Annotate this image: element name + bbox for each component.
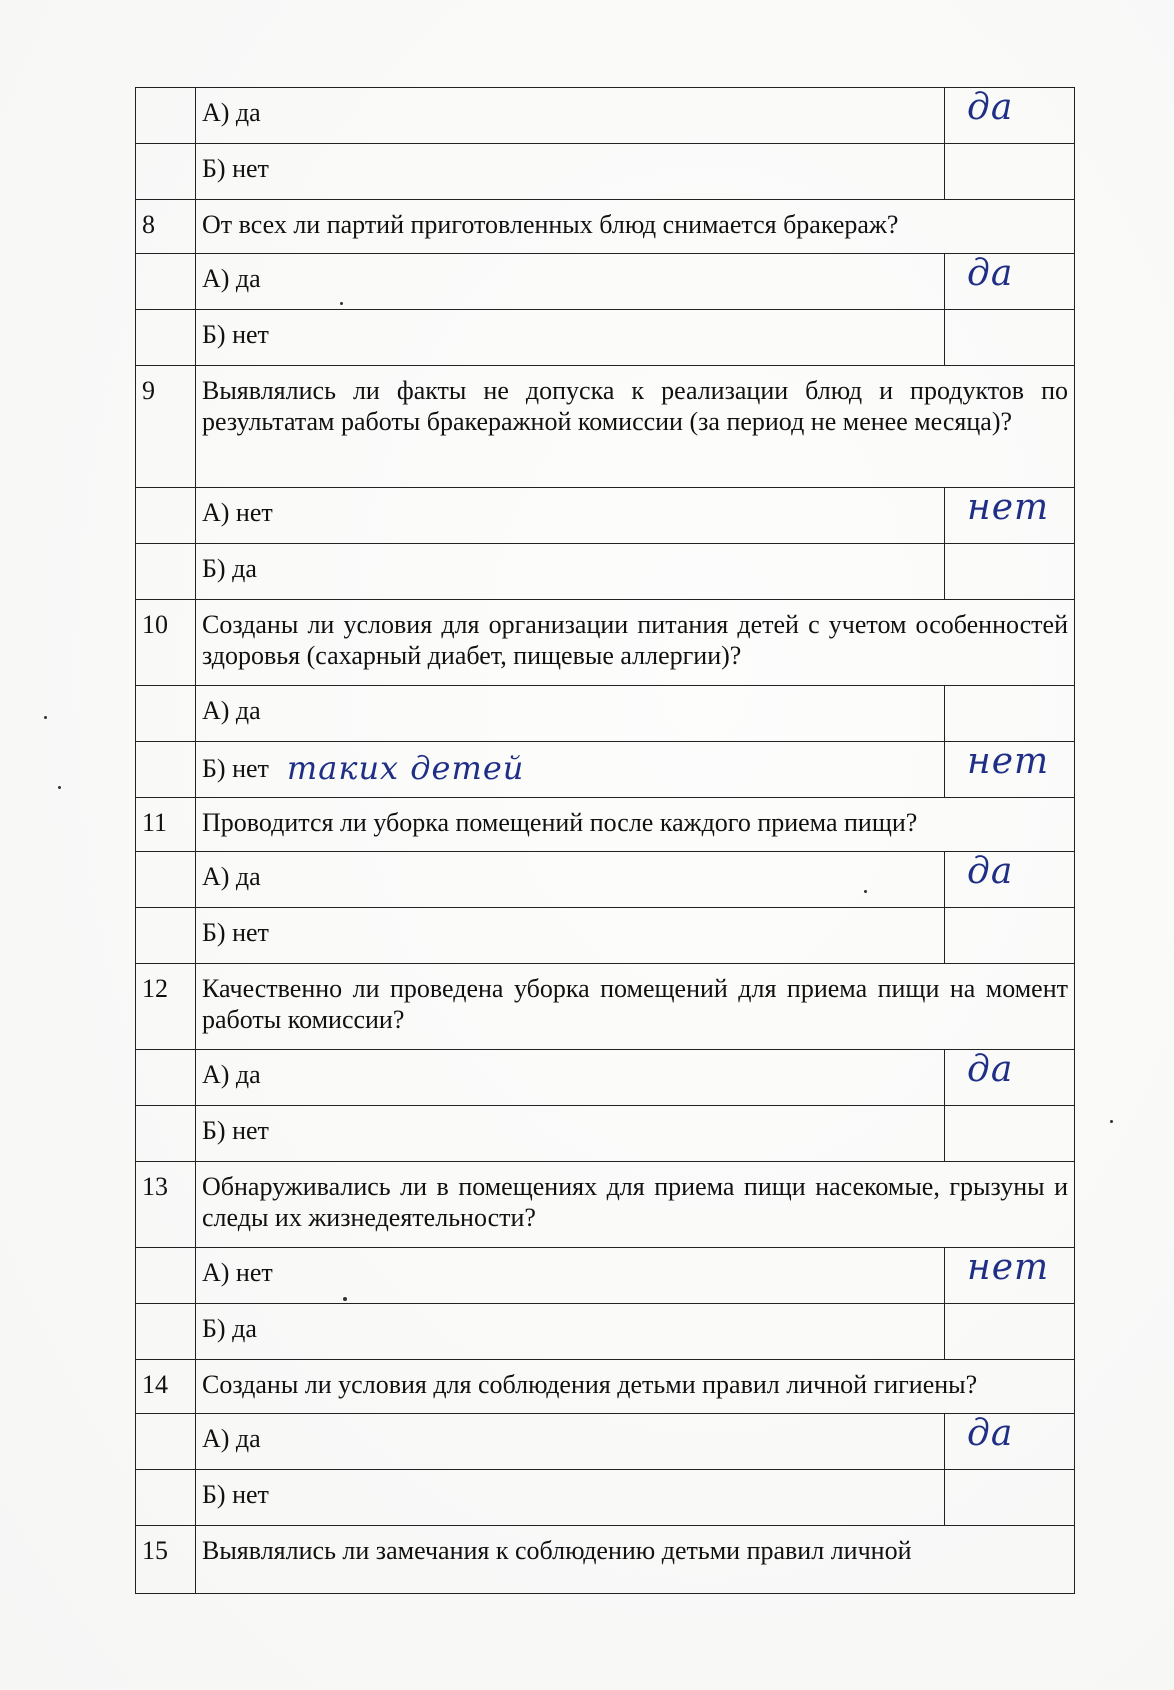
option-label: Б) да [196, 544, 945, 600]
option-row [136, 1106, 1075, 1162]
option-row [136, 88, 1075, 144]
handwritten-answer: нет [967, 741, 1050, 782]
scan-speck [343, 1297, 347, 1301]
option-label-cell [196, 742, 945, 798]
option-label: А) нет [196, 1248, 945, 1304]
handwritten-answer: да [967, 253, 1014, 294]
question-number: 13 [136, 1162, 196, 1248]
answer-cell [945, 1414, 1075, 1470]
question-number: 11 [136, 798, 196, 852]
answer-cell [945, 908, 1075, 964]
answer-cell [945, 544, 1075, 600]
number-cell [136, 908, 196, 964]
option-row [136, 686, 1075, 742]
option-row [136, 1304, 1075, 1360]
option-row [136, 908, 1075, 964]
option-label: А) да [196, 686, 945, 742]
option-label: А) да [196, 88, 945, 144]
answer-cell [945, 742, 1075, 798]
scan-speck [1110, 1120, 1113, 1123]
question-row [136, 200, 1075, 254]
handwritten-answer: да [967, 1049, 1014, 1090]
option-label: А) да [196, 254, 945, 310]
question-number: 9 [136, 366, 196, 488]
question-row [136, 798, 1075, 852]
number-cell [136, 1470, 196, 1526]
answer-cell [945, 852, 1075, 908]
option-label: Б) нет [196, 1106, 945, 1162]
question-text: Созданы ли условия для соблюдения детьми правил личной гигиены? [196, 1360, 1075, 1414]
answer-cell [945, 1304, 1075, 1360]
answer-cell [945, 1248, 1075, 1304]
question-row [136, 600, 1075, 686]
question-text: Выявлялись ли факты не допуска к реализации блюд и продуктов по результатам работы бракеражной комиссии (за период не менее месяца)? [196, 366, 1075, 488]
option-row [136, 742, 1075, 798]
question-text: Качественно ли проведена уборка помещений для приема пищи на момент работы комиссии? [196, 964, 1075, 1050]
option-label: А) да [196, 1050, 945, 1106]
option-row [136, 254, 1075, 310]
option-label: Б) нет [202, 754, 269, 783]
answer-cell [945, 254, 1075, 310]
option-row [136, 488, 1075, 544]
scan-speck [58, 786, 61, 789]
question-number: 10 [136, 600, 196, 686]
number-cell [136, 1414, 196, 1470]
option-label: Б) нет [196, 144, 945, 200]
scan-speck [340, 302, 343, 305]
option-row [136, 852, 1075, 908]
option-row [136, 1050, 1075, 1106]
number-cell [136, 254, 196, 310]
question-row [136, 1526, 1075, 1594]
question-number: 8 [136, 200, 196, 254]
question-text: От всех ли партий приготовленных блюд снимается бракераж? [196, 200, 1075, 254]
number-cell [136, 1304, 196, 1360]
answer-cell [945, 686, 1075, 742]
number-cell [136, 310, 196, 366]
option-row [136, 1414, 1075, 1470]
scan-speck [864, 890, 867, 893]
number-cell [136, 686, 196, 742]
number-cell [136, 742, 196, 798]
option-label: А) нет [196, 488, 945, 544]
option-row [136, 1248, 1075, 1304]
answer-cell [945, 144, 1075, 200]
question-text: Обнаруживались ли в помещениях для приема пищи насекомые, грызуны и следы их жизнедеятельности? [196, 1162, 1075, 1248]
option-row [136, 144, 1075, 200]
option-label: Б) нет [196, 310, 945, 366]
option-row [136, 544, 1075, 600]
number-cell [136, 1248, 196, 1304]
question-number: 15 [136, 1526, 196, 1594]
option-label: Б) нет [196, 908, 945, 964]
handwritten-answer: нет [967, 1247, 1050, 1288]
scan-speck [44, 716, 47, 719]
question-text: Проводится ли уборка помещений после каждого приема пищи? [196, 798, 1075, 852]
answer-cell [945, 1106, 1075, 1162]
answer-cell [945, 1470, 1075, 1526]
questionnaire-table [135, 87, 1075, 1594]
option-label: Б) нет [196, 1470, 945, 1526]
question-row [136, 1360, 1075, 1414]
question-number: 14 [136, 1360, 196, 1414]
question-text: Выявлялись ли замечания к соблюдению детьми правил личной [196, 1526, 1075, 1594]
handwritten-note: таких детей [286, 749, 525, 787]
answer-cell [945, 488, 1075, 544]
number-cell [136, 852, 196, 908]
handwritten-answer: да [967, 1413, 1014, 1454]
number-cell [136, 88, 196, 144]
number-cell [136, 1106, 196, 1162]
number-cell [136, 544, 196, 600]
question-row [136, 1162, 1075, 1248]
option-row [136, 310, 1075, 366]
number-cell [136, 1050, 196, 1106]
option-row [136, 1470, 1075, 1526]
answer-cell [945, 310, 1075, 366]
question-number: 12 [136, 964, 196, 1050]
question-row [136, 964, 1075, 1050]
option-label: Б) да [196, 1304, 945, 1360]
option-label: А) да [196, 852, 945, 908]
answer-cell [945, 1050, 1075, 1106]
question-row [136, 366, 1075, 488]
number-cell [136, 144, 196, 200]
number-cell [136, 488, 196, 544]
handwritten-answer: да [967, 851, 1014, 892]
option-label: А) да [196, 1414, 945, 1470]
handwritten-answer: да [967, 87, 1014, 128]
question-text: Созданы ли условия для организации питания детей с учетом особенностей здоровья (сахарный диабет, пищевые аллергии)? [196, 600, 1075, 686]
answer-cell [945, 88, 1075, 144]
handwritten-answer: нет [967, 487, 1050, 528]
